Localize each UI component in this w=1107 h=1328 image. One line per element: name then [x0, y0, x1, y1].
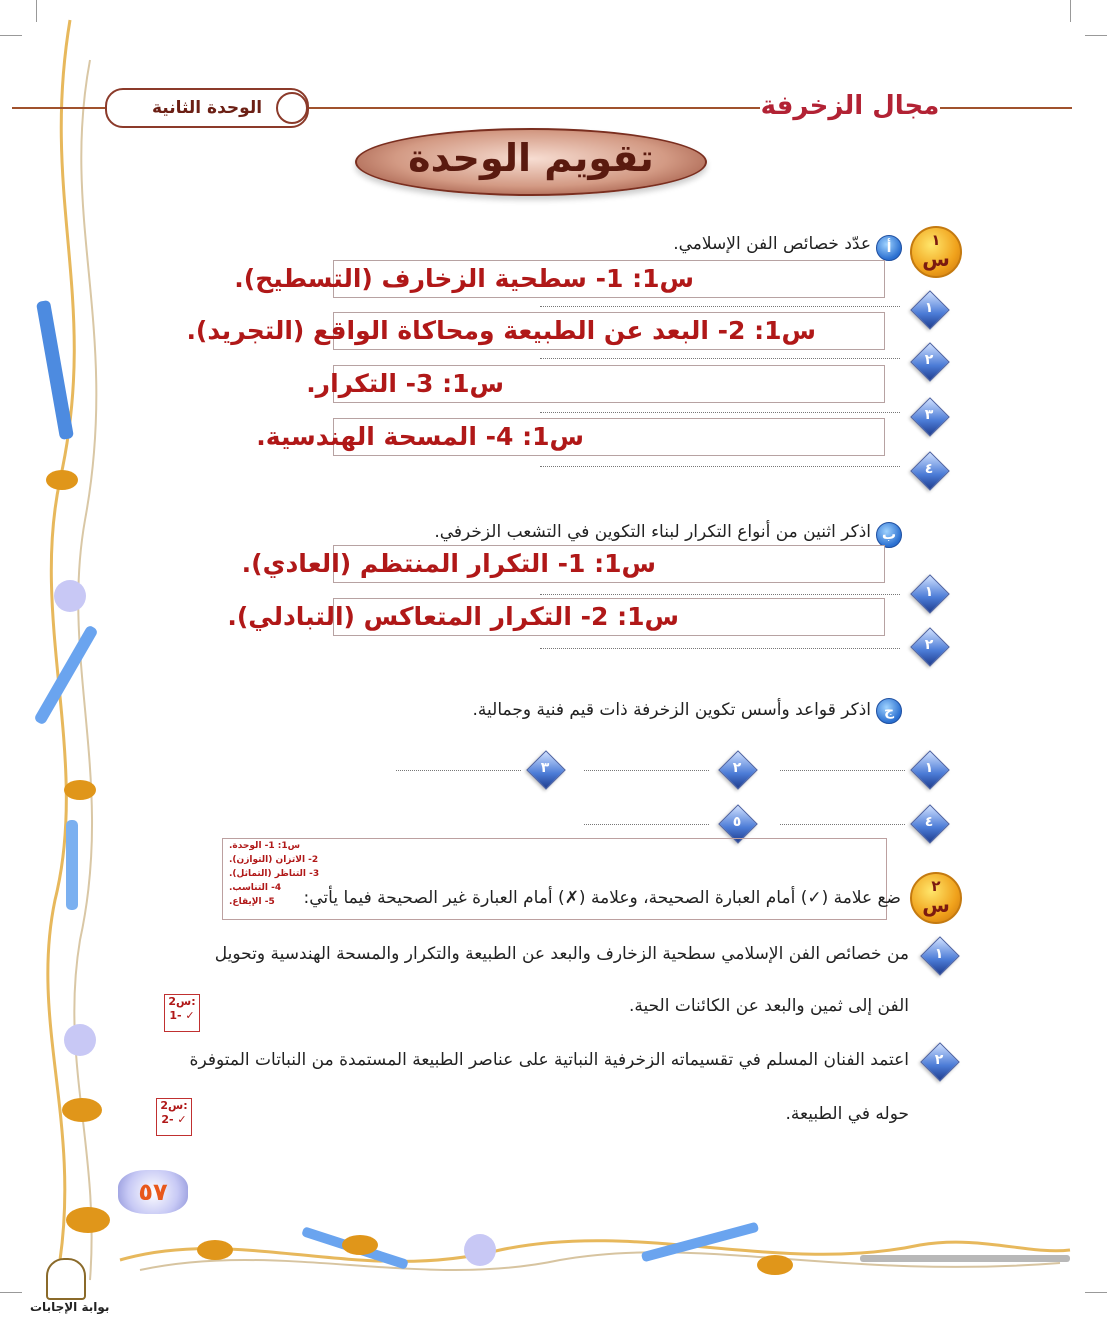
mark-label: س2: [168, 995, 196, 1008]
answer-text: س1: 1- التكرار المنتظم (العادي). [241, 549, 656, 578]
part-b-prompt: اذكر اثنين من أنواع التكرار لبناء التكوين في التشعب الزخرفي. [434, 522, 871, 542]
answer-text: س1: 4- المسحة الهندسية. [256, 422, 584, 451]
statement-1-line-2: الفن إلى ثمين والبعد عن الكائنات الحية. [628, 996, 909, 1016]
answer-text: س1: 2- التكرار المتعاكس (التبادلي). [227, 602, 679, 631]
answer-text: س1: 3- التكرار. [306, 369, 504, 398]
answer-line [540, 648, 900, 649]
ornament-right [276, 92, 308, 124]
brand-name: بوابة الإجابات [30, 1300, 110, 1314]
statement-2-line-1: اعتمد الفنان المسلم في تقسيماته الزخرفية النباتية على عناصر الطبيعة المستمدة من النباتات المتوفرة [189, 1050, 909, 1070]
answer-line [540, 594, 900, 595]
answer-box [234, 260, 885, 298]
floral-border-bottom [120, 1215, 1080, 1285]
item-number: ١ [924, 760, 934, 776]
page-number: ٥٧ [118, 1170, 188, 1214]
part-c-marker: ج [876, 698, 902, 724]
unit-label: الوحدة الثانية [151, 98, 263, 118]
answer-line-text: س1: 1- الوحدة. [229, 841, 301, 851]
answer-line [780, 824, 905, 825]
part-b-marker: ب [876, 522, 902, 548]
item-number: ٤ [924, 814, 934, 830]
answer-line [540, 306, 900, 307]
item-number: ١ [924, 584, 934, 600]
part-c-prompt: اذكر قواعد وأسس تكوين الزخرفة ذات قيم فنية وجمالية. [472, 700, 871, 720]
item-number: ٣ [924, 407, 934, 423]
mark-label: س2: [160, 1099, 188, 1112]
question-2-badge [910, 872, 962, 924]
answer-box [186, 312, 885, 350]
item-number: ٥ [732, 814, 742, 830]
answer-box [241, 545, 885, 583]
brand-logo-icon [46, 1258, 86, 1300]
item-number: ٢ [924, 637, 934, 653]
answer-line [396, 770, 521, 771]
item-number: ٢ [732, 760, 742, 776]
part-a-prompt: عدّد خصائص الفن الإسلامي. [673, 234, 871, 254]
answer-mark-box [164, 994, 200, 1032]
statement-2-line-2: حوله في الطبيعة. [785, 1104, 909, 1124]
answer-line [540, 466, 900, 467]
item-number: ٤ [924, 461, 934, 477]
banner-title: تقويم الوحدة [408, 136, 654, 180]
item-number: ٢ [934, 1052, 944, 1068]
question-2-prompt: ضع علامة (✓) أمام العبارة الصحيحة، وعلامة (✗) أمام العبارة غير الصحيحة فيما يأتي: [303, 888, 901, 908]
question-1-badge [910, 226, 962, 278]
answer-mark-box [156, 1098, 192, 1136]
badge-number: ١ [931, 231, 941, 249]
item-number: ٣ [540, 760, 550, 776]
crop-mark [1070, 0, 1071, 22]
answer-line-text: 3- التناظر (التماثل). [229, 869, 320, 879]
answer-line [540, 358, 900, 359]
badge-letter: س [922, 893, 950, 917]
crop-mark [1085, 1292, 1107, 1293]
statement-1-line-1: من خصائص الفن الإسلامي سطحية الزخارف والبعد عن الطبيعة والتكرار والمسحة الهندسية وتحويل [214, 944, 909, 964]
item-number: ١ [924, 300, 934, 316]
answer-line-text: 5- الإيقاع. [229, 897, 275, 907]
mark-value: 2- ✓ [161, 1113, 187, 1126]
answer-box [306, 365, 885, 403]
answer-text: س1: 1- سطحية الزخارف (التسطيح). [234, 264, 694, 293]
item-number: ١ [934, 946, 944, 962]
answer-box [227, 598, 885, 636]
item-number: ٢ [924, 352, 934, 368]
floral-border-left [0, 0, 140, 1300]
unit-evaluation-banner [355, 128, 707, 196]
answer-line [584, 824, 709, 825]
crop-mark [1085, 35, 1107, 36]
badge-letter: س [922, 247, 950, 271]
answer-line [540, 412, 900, 413]
answer-line [584, 770, 709, 771]
badge-number: ٢ [931, 877, 941, 895]
answer-line [780, 770, 905, 771]
answer-line-text: 2- الاتزان (التوازن). [229, 855, 319, 865]
mark-value: 1- ✓ [169, 1009, 195, 1022]
field-title: مجال الزخرفة [760, 86, 940, 126]
answer-box [256, 418, 885, 456]
part-a-marker: أ [876, 235, 902, 261]
answer-line-text: 4- التناسب. [229, 883, 282, 893]
answer-text: س1: 2- البعد عن الطبيعة ومحاكاة الواقع (التجريد). [186, 316, 816, 345]
